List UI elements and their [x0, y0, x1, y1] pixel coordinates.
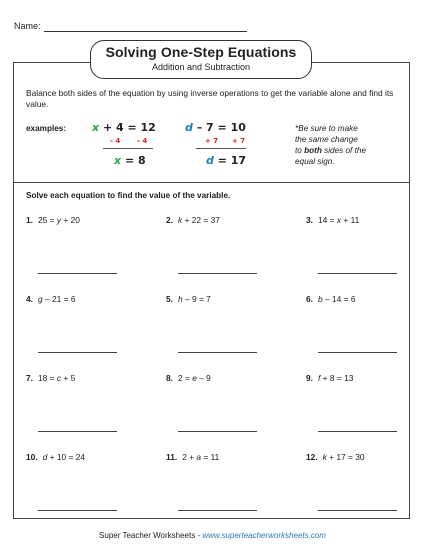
problem-variable: h: [178, 294, 183, 304]
name-answer-line[interactable]: [44, 31, 247, 32]
example-2-answer-rest: = 17: [213, 154, 247, 167]
problem-number: 9.: [306, 373, 313, 383]
problem-post: – 14 = 6: [322, 294, 356, 304]
answer-line-4[interactable]: [38, 352, 117, 353]
problem-number: 3.: [306, 215, 313, 225]
problem-6: [306, 294, 356, 304]
answer-line-7[interactable]: [38, 431, 117, 432]
example-2-left-sub: + 7: [205, 137, 219, 145]
problem-variable: k: [322, 452, 327, 462]
problem-number: 8.: [166, 373, 173, 383]
problem-post: = 11: [201, 452, 220, 462]
example-2-equation: [185, 121, 246, 134]
answer-line-10[interactable]: [38, 510, 117, 511]
note-line-1: *Be sure to make: [295, 124, 358, 133]
problem-5: [166, 294, 211, 304]
example-2-answer: [206, 154, 246, 167]
problem-pre: 25 =: [38, 215, 57, 225]
example-2-line: [196, 148, 246, 149]
problem-number: 2.: [166, 215, 173, 225]
problem-number: 5.: [166, 294, 173, 304]
answer-line-12[interactable]: [318, 510, 397, 511]
footer: [0, 531, 425, 540]
problem-number: 1.: [26, 215, 33, 225]
answer-line-8[interactable]: [178, 431, 257, 432]
problem-post: + 20: [61, 215, 80, 225]
note-line-4: equal sign.: [295, 157, 335, 166]
name-label: Name:: [14, 21, 41, 31]
instructions: Balance both sides of the equation by using inverse operations to get the variable alone and find its value.: [26, 88, 394, 109]
note: [295, 123, 405, 167]
example-1-equation: [92, 121, 156, 134]
answer-line-2[interactable]: [178, 273, 257, 274]
problem-11: [166, 452, 219, 462]
example-2-rest: – 7 = 10: [192, 121, 246, 134]
page-subtitle: Addition and Subtraction: [151, 62, 251, 72]
example-1-right-sub: - 4: [137, 137, 148, 145]
problem-post: + 5: [61, 373, 76, 383]
note-line-3-pre: to: [295, 146, 305, 155]
section-divider: [13, 182, 410, 183]
answer-line-11[interactable]: [178, 510, 257, 511]
problem-4: [26, 294, 76, 304]
problem-number: 4.: [26, 294, 33, 304]
problem-number: 12.: [306, 452, 318, 462]
problem-pre: 2 =: [178, 373, 193, 383]
page-title: Solving One-Step Equations: [105, 44, 297, 60]
problem-post: + 22 = 37: [182, 215, 220, 225]
problem-12: [306, 452, 365, 462]
problem-7: [26, 373, 75, 383]
answer-line-3[interactable]: [318, 273, 397, 274]
problem-pre: 14 =: [318, 215, 337, 225]
problem-post: + 11: [341, 215, 360, 225]
examples-label: examples:: [26, 124, 67, 133]
problem-pre: 18 =: [38, 373, 57, 383]
footer-url-link[interactable]: www.superteacherworksheets.com: [202, 531, 326, 540]
note-line-2: the same change: [295, 135, 358, 144]
problem-variable: k: [178, 215, 183, 225]
problem-variable: f: [318, 373, 321, 383]
problem-9: [306, 373, 353, 383]
note-line-3-bold: both: [304, 146, 322, 155]
problem-post: + 10 = 24: [47, 452, 86, 462]
problem-10: [26, 452, 85, 462]
answer-line-6[interactable]: [318, 352, 397, 353]
problem-variable: a: [196, 452, 202, 462]
problem-variable: x: [336, 215, 342, 225]
problem-pre: 2 +: [182, 452, 197, 462]
footer-text: Super Teacher Worksheets -: [99, 531, 203, 540]
title-box: [90, 40, 312, 79]
section-title: Solve each equation to find the value of the variable.: [26, 191, 231, 200]
problem-number: 10.: [26, 452, 38, 462]
problem-variable: c: [56, 373, 62, 383]
problem-number: 7.: [26, 373, 33, 383]
problem-2: [166, 215, 220, 225]
problem-number: 11.: [166, 452, 178, 462]
note-line-3: [295, 145, 405, 156]
example-1-answer: [114, 154, 146, 167]
example-1-left-sub: - 4: [110, 137, 121, 145]
problem-8: [166, 373, 211, 383]
example-2-variable: d: [185, 121, 193, 134]
problem-post: – 9: [196, 373, 211, 383]
problem-post: + 8 = 13: [320, 373, 354, 383]
problem-number: 6.: [306, 294, 313, 304]
problem-post: – 9 = 7: [182, 294, 211, 304]
example-1-line: [103, 148, 153, 149]
answer-line-1[interactable]: [38, 273, 117, 274]
note-line-3-post: sides of the: [321, 146, 366, 155]
problem-variable: d: [42, 452, 48, 462]
example-1-answer-variable: x: [114, 154, 122, 167]
example-1-answer-rest: = 8: [121, 154, 146, 167]
example-1-variable: x: [92, 121, 100, 134]
problem-variable: e: [192, 373, 197, 383]
problem-post: – 21 = 6: [42, 294, 76, 304]
answer-line-9[interactable]: [318, 431, 397, 432]
problem-post: + 17 = 30: [326, 452, 365, 462]
example-2-answer-variable: d: [206, 154, 214, 167]
example-2-right-sub: + 7: [232, 137, 246, 145]
example-1-rest: + 4 = 12: [99, 121, 156, 134]
problem-variable: y: [56, 215, 62, 225]
problem-variable: g: [38, 294, 43, 304]
problem-1: [26, 215, 80, 225]
problem-3: [306, 215, 359, 225]
answer-line-5[interactable]: [178, 352, 257, 353]
problem-variable: b: [318, 294, 323, 304]
